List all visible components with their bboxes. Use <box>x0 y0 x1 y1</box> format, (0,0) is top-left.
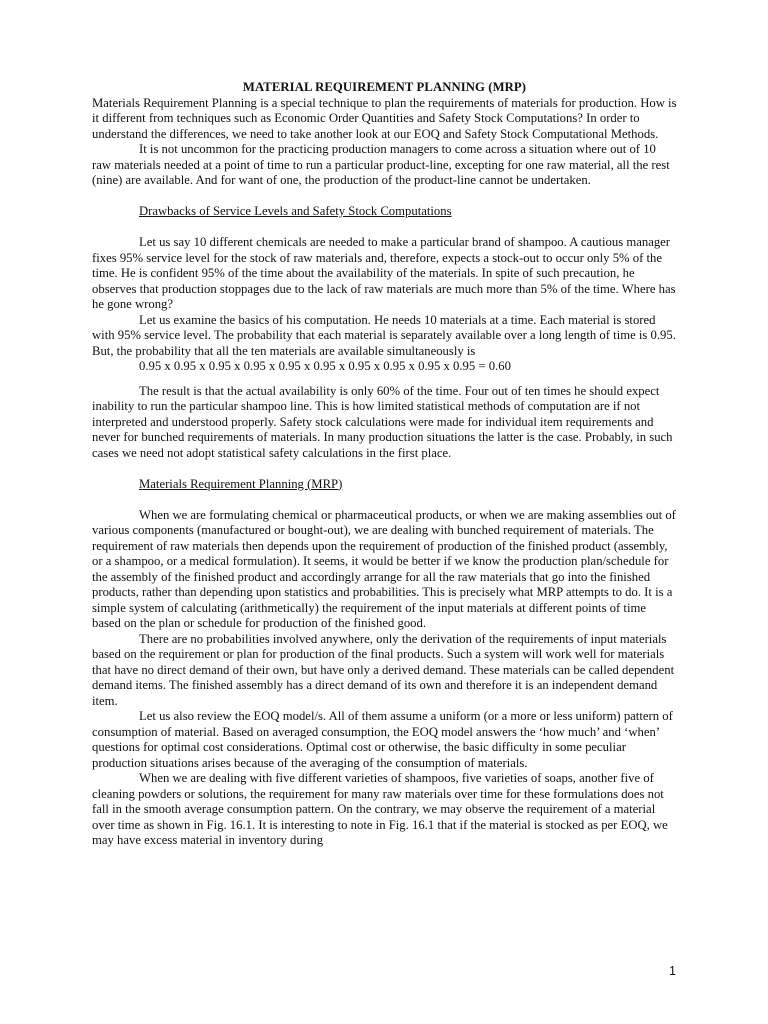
spacer <box>92 189 677 205</box>
intro-paragraph: Materials Requirement Planning is a special technique to plan the requirements of materials for production. How is it different from techniques such as Economic Order Quantities and Safety Stock Computations? In order to understand the differences, we need to take another look at our EOQ and Safety Stock Computational Methods. <box>92 95 677 141</box>
section2-paragraph-4: When we are dealing with five different varieties of shampoos, five varieties of soaps, another five of cleaning powders or solutions, the requirement for many raw materials over time for these formulations does not fall in the smooth average consumption pattern. On the contrary, we may observe the requirement of a material over time as shown in Fig. 16.1. It is interesting to note in Fig. 16.1 that if the material is stocked as per EOQ, we may have excess material in inventory during <box>92 771 668 847</box>
section1-paragraph-1: Let us say 10 different chemicals are needed to make a particular brand of shampoo. A cautious manager fixes 95% service level for the stock of raw materials and, therefore, expects a stock-out to occur only 5% of the time. He is confident 95% of the time about the availability of the materials. In spite of such precaution, he observes that production stoppages due to the lack of raw materials are much more than 5% of the time. Where has he gone wrong? <box>92 235 676 311</box>
section2-paragraph-2: There are no probabilities involved anywhere, only the derivation of the requirements of input materials based on the requirement or plan for production of the final products. Such a system will work well for materials that have no direct demand of their own, but have only a derived demand. These materials can be called dependent demand items. The finished assembly has a direct demand of its own and therefore it is an independent demand item. <box>92 631 675 708</box>
section-heading-mrp: Materials Requirement Planning (MRP) <box>139 476 343 491</box>
section-heading-drawbacks: Drawbacks of Service Levels and Safety Stock Computations <box>139 204 452 218</box>
document-body <box>92 80 677 849</box>
intro-paragraph-2: It is not uncommon for the practicing production managers to come across a situation where out of 10 raw materials needed at a point of time to run a particular product-line, excepting for one raw material, all the rest (nine) are available. And for want of one, the production of the product-line cannot be undertaken. <box>92 142 670 187</box>
section1-paragraph-2: Let us examine the basics of his computation. He needs 10 materials at a time. Each material is stored with 95% service level. The probability that each material is separately available over a long length of time is 0.95. But, the probability that all the ten materials are available simultaneously is <box>92 312 676 358</box>
section2-paragraph-1: When we are formulating chemical or pharmaceutical products, or when we are making assemblies out of various components (manufactured or bought-out), we are dealing with bunched requirement of materials. The requirement of raw materials then depends upon the requirement of production of the finished product (assembly, or a shampoo, or a medical formulation). It seems, it would be better if we know the production plan/schedule for the assembly of the finished product and accordingly arrange for all the raw materials that go into the finished products, rather than depending upon statistics and probabilities. This is precisely what MRP attempts to do. It is a simple system of calculating (arithmetically) the requirement of the input materials at different points of time based on the plan or schedule for production of the finished good. <box>92 507 676 630</box>
page-number: 1 <box>669 964 676 978</box>
section2-paragraph-3: Let us also review the EOQ model/s. All of them assume a uniform (or a more or less uniform) pattern of consumption of material. Based on averaged consumption, the EOQ model answers the ‘how much’ and ‘when’ questions for optimal cost considerations. Optimal cost or otherwise, the basic difficulty in some peculiar production situations arises because of the averaging of the consumption of materials. <box>92 709 673 770</box>
probability-formula: 0.95 x 0.95 x 0.95 x 0.95 x 0.95 x 0.95 x 0.95 x 0.95 x 0.95 x 0.95 = 0.60 <box>139 359 511 373</box>
spacer <box>92 220 677 236</box>
spacer <box>92 375 677 384</box>
section1-paragraph-3: The result is that the actual availability is only 60% of the time. Four out of ten times he should expect inability to run the particular shampoo line. This is how limited statistical methods of computation are if not interpreted and understood properly. Safety stock calculations were made for individual item requirements and never for bunched requirements of materials. In many production situations the latter is the case. Probably, in such cases we need not adopt statistical safety calculations in the first place. <box>92 383 673 460</box>
spacer <box>92 461 677 477</box>
spacer <box>92 492 677 508</box>
document-title: MATERIAL REQUIREMENT PLANNING (MRP) <box>242 80 527 94</box>
